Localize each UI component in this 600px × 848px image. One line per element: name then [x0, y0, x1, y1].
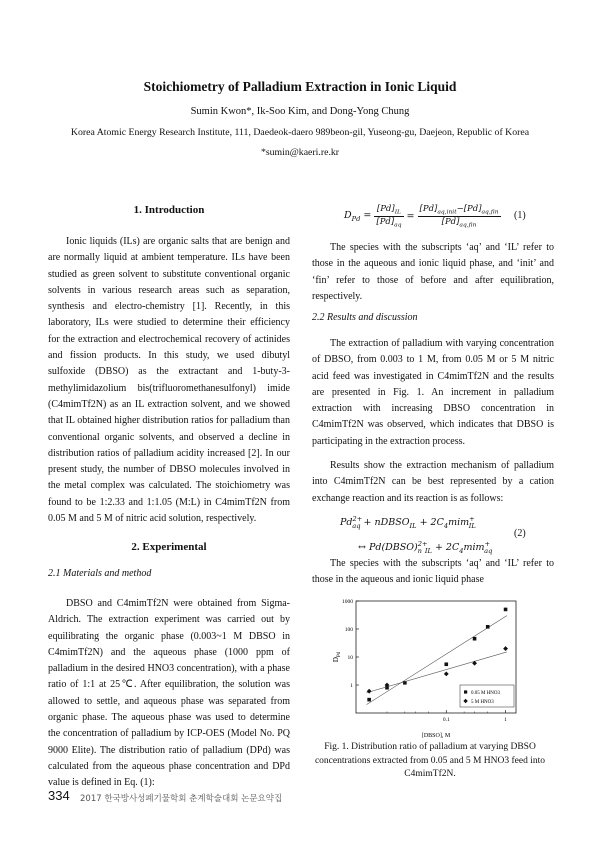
legend-label: 5 M HNO3 — [471, 699, 494, 705]
data-point-square — [367, 698, 371, 702]
authors: Sumin Kwon*, Ik-Soo Kim, and Dong-Yong Chung — [190, 106, 410, 117]
subsection-results-discussion: 2.2 Results and discussion — [312, 312, 418, 323]
x-axis-label: [DBSO], M — [421, 733, 451, 739]
section-heading-experimental: 2. Experimental — [131, 541, 207, 553]
y-tick-label: 1 — [350, 683, 353, 689]
y-tick-label: 1000 — [342, 599, 353, 605]
equation-1-number: (1) — [514, 210, 526, 221]
distribution-ratio-chart — [326, 595, 524, 743]
y-axis-label-subscript: Pd — [337, 651, 342, 658]
figure-caption: Fig. 1. Distribution ratio of palladium at varying DBSO concentrations extracted from 0.05 and 5 M HNO3 feed into C4mimTf2N. — [314, 742, 546, 779]
y-tick-label: 10 — [347, 655, 353, 661]
equation-2-number: (2) — [514, 528, 526, 539]
data-point-diamond — [367, 689, 372, 694]
species-text-2: The species with the subscripts ‘aq’ and ‘IL’ refer to those in the aqueous and ionic liquid phase — [312, 558, 554, 586]
introduction-text: Ionic liquids (ILs) are organic salts that are benign and are normally liquid at ambient temperature. ILs have been studied as green solvent to substitute conventional organic solvents in various research areas such as separation, synthesis and electro-chemistry [1]. Recently, in this laboratory, ILs were studied to determine their efficiency for the extraction and electrochemical recovery of actinides and fission products. In this study, we used dibutyl sulfoxide (DBSO) as the extractant and 1-buty-3-methylimidazolium bis(trifluoromethanesulfonyl) imide (C4mimTf2N) as an IL extraction solvent, and we showed that IL obtained higher distribution ratios for palladium than conventional organic solvents, and observed a decline in distribution ratios of palladium acidity increased [2]. In our present study, the number of DBSO molecules involved in the metal complex was calculated. The stoichiometry was found to be 1:2.33 and 1:1.05 (M:L) in C4mimTf2N from 0.05 M and 5 M of nitric acid solution, respectively. — [48, 236, 290, 525]
legend-marker-square — [464, 690, 467, 693]
paper-title: Stoichiometry of Palladium Extraction in Ionic Liquid — [143, 79, 457, 94]
x-tick-label: 1 — [504, 717, 507, 723]
data-point-diamond — [503, 646, 508, 651]
mechanism-paragraph — [312, 458, 554, 507]
species-paragraph-2 — [312, 556, 554, 589]
affiliation: Korea Atomic Energy Research Institute, 111, Daedeok-daero 989beon-gil, Yuseong-gu, Daejeon, Republic of Korea — [70, 127, 530, 138]
y-tick-label: 100 — [344, 627, 353, 633]
author-email: *sumin@kaeri.re.kr — [260, 147, 340, 158]
legend-label: 0.05 M HNO3 — [471, 690, 501, 696]
subsection-materials-method: 2.1 Materials and method — [48, 568, 152, 579]
materials-method-paragraph — [48, 596, 290, 792]
materials-method-text: DBSO and C4mimTf2N were obtained from Sigma-Aldrich. The extraction experiment was carried out by equilibrating the organic phase (0.003~1 M DBSO in C4mimTf2N) and the aqueous phase (1000 ppm of palladium in the desired HNO3 concentration), with a phase ratio of 1:1 at 25℃. After equilibration, the solution was allowed to settle, and aqueous phase was separated from organic phase. The aqueous phase was used to determine the concentration of palladium by ICP-OES (Model No. PQ 9000 Elite). The distribution ratio of palladium (DPd) was calculated from the aqueous phase concentration and DPd value is defined in Eq. (1): — [48, 598, 290, 789]
introduction-paragraph — [48, 234, 290, 527]
species-text-1: The species with the subscripts ‘aq’ and ‘IL’ refer to those in the aqueous and ionic liquid phase, and ‘init’ and ‘fin’ refer to those of before and after equilibration, respectively. — [312, 242, 554, 302]
data-point-square — [504, 608, 508, 612]
data-point-square — [444, 662, 448, 666]
y-axis-label: $D_{Pd}$ — [332, 651, 342, 663]
page-number: 334 — [48, 788, 70, 803]
x-tick-label: 0.1 — [442, 717, 450, 723]
data-point-diamond — [444, 671, 449, 676]
equation-2: $Pd^{2+}_{aq}$ + nDBSO$_{IL}$ + $2C_4mim^+_{IL}$ ↔ Pd(DBSO)$^{2+}_n$ $_{IL} + 2C_4mim^+_{aq}$ — [340, 515, 493, 556]
data-point-square — [486, 625, 490, 629]
section-heading-introduction: 1. Introduction — [133, 204, 205, 216]
equation-1: $D_{Pd}$ = $\frac{[Pd]_{IL}}{[Pd]_{aq}}$ = $[Pd]_{aq,init}-[Pd]_{aq,fin}$ $[Pd]_{aq,fin}$ — [344, 204, 499, 229]
proceedings-title: 2017 한국방사성폐기물학회 춘계학술대회 논문요약집 — [80, 794, 283, 804]
data-point-square — [473, 637, 477, 641]
results-paragraph — [312, 336, 554, 450]
results-text: The extraction of palladium with varying concentration of DBSO, from 0.003 to 1 M, from 0.05 M or 5 M nitric acid feed was investigated in C4mimTf2N and the results are presented in Fig. 1. An increment in palladium extraction with increasing DBSO concentration in C4mimTf2N was observed, which indicates that DBSO is participating in the extraction process. — [312, 338, 554, 447]
species-paragraph-1 — [312, 240, 554, 305]
mechanism-text: Results show the extraction mechanism of palladium into C4mimTf2N can be best represented by a cation exchange reaction and its reaction is as follows: — [312, 460, 554, 504]
